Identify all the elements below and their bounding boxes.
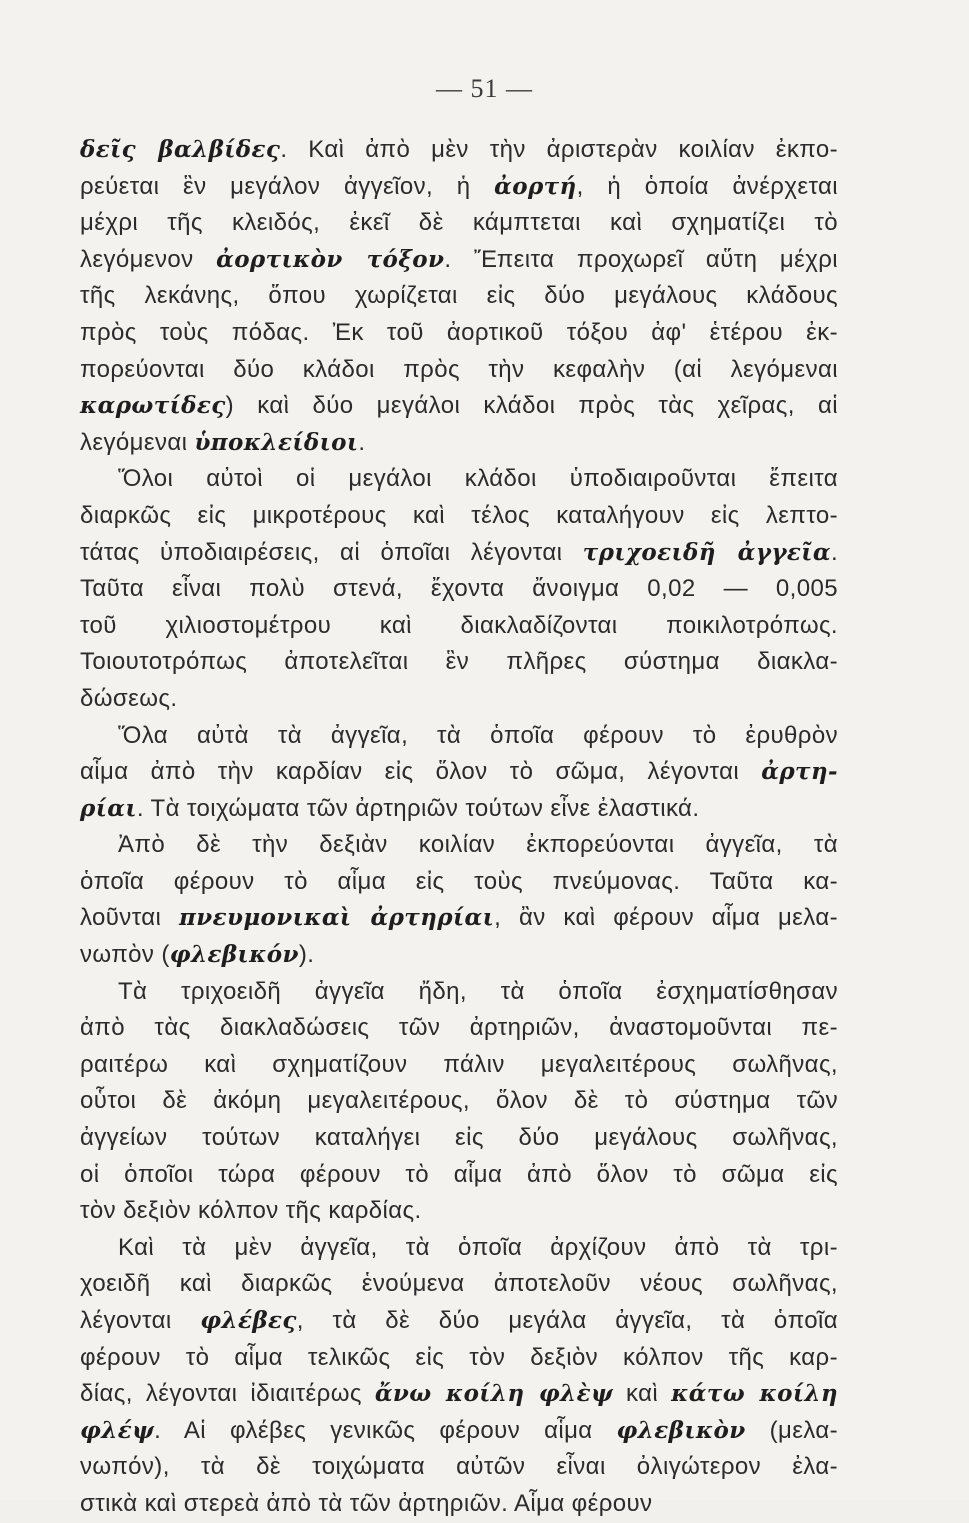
text-run: διαρκῶς εἰς μικροτέρους καὶ τέλος καταλήγουν εἰς λεπτο- [80, 501, 838, 529]
text-line [80, 1413, 838, 1450]
text-run: τοῦ χιλιοστομέτρου καὶ διακλαδίζονται ποικιλοτρόπως. [80, 611, 838, 639]
text-line [80, 1157, 838, 1194]
emphasized-term: φλεβικὸν [616, 1416, 746, 1444]
text-run: τῆς λεκάνης, ὅπου χωρίζεται εἰς δύο μεγάλους κλάδους [80, 282, 838, 310]
text-line [80, 571, 838, 608]
text-line [80, 718, 838, 755]
text-line [80, 1193, 838, 1230]
text-run: τὸν δεξιὸν κόλπον τῆς καρδίας. [80, 1197, 422, 1225]
text-line [80, 754, 838, 791]
text-run: . Αἱ φλέβες γενικῶς φέρουν αἷμα [154, 1416, 617, 1444]
emphasized-term: ἀορτή [494, 172, 577, 200]
page-number: — 51 — [436, 74, 533, 103]
text-line [80, 1083, 838, 1120]
text-run: , τὰ δὲ δύο μεγάλα ἀγγεῖα, τὰ ὁποῖα [296, 1307, 838, 1334]
emphasized-term: πνευμονικαὶ ἀρτηρίαι [178, 904, 495, 932]
text-line [80, 535, 838, 572]
text-run: Ἀπὸ δὲ τὴν δεξιὰν κοιλίαν ἐκπορεύονται ἀγγεῖα, τὰ [118, 831, 838, 859]
paragraph [80, 132, 838, 461]
text-line [80, 974, 838, 1011]
text-run: , ἂν καὶ φέρουν αἷμα μελα- [494, 904, 838, 932]
text-line [80, 242, 838, 279]
text-run: Ταῦτα εἶναι πολὺ στενά, ἔχοντα ἄνοιγμα 0,02 — 0,005 [80, 575, 838, 603]
paragraph [80, 461, 838, 717]
text-line [80, 498, 838, 535]
text-line [80, 205, 838, 242]
text-line [80, 1376, 838, 1413]
text-run: Τὰ τριχοειδῆ ἀγγεῖα ἤδη, τὰ ὁποῖα ἐσχηματίσθησαν [118, 977, 838, 1005]
text-run: τάτας ὑποδιαιρέσεις, αἱ ὁποῖαι λέγονται [80, 538, 583, 566]
text-run: Τοιουτοτρόπως ἀποτελεῖται ἓν πλῆρες σύστημα διακλα- [80, 648, 838, 676]
text-run: λεγόμεναι [80, 428, 195, 456]
text-run: στικὰ καὶ στερεὰ ἀπὸ τὰ τῶν ἀρτηριῶν. Αἷμα φέρουν [80, 1489, 653, 1517]
text-line [80, 900, 838, 937]
text-line [80, 388, 838, 425]
text-run: νωπόν), τὰ δὲ τοιχώματα αὐτῶν εἶναι ὀλιγώτερον ἐλα- [80, 1453, 838, 1481]
paragraph [80, 974, 838, 1230]
text-line [80, 352, 838, 389]
text-line [80, 1340, 838, 1377]
text-run: . Καὶ ἀπὸ μὲν τὴν ἀριστερὰν κοιλίαν ἐκπο- [280, 136, 838, 163]
text-run: (μελα- [745, 1416, 838, 1444]
emphasized-term: τριχοειδῆ ἀγγεῖα [582, 538, 831, 566]
text-line [80, 1010, 838, 1047]
text-run: δώσεως. [80, 684, 178, 712]
text-run: Ὅλα αὐτὰ τὰ ἀγγεῖα, τὰ ὁποῖα φέρουν τὸ ἐρυθρὸν [118, 721, 838, 749]
text-line [80, 827, 838, 864]
text-line [80, 132, 838, 169]
emphasized-term: ἀρτη- [761, 758, 838, 786]
emphasized-term: δεῖς βαλβίδες [80, 136, 281, 163]
text-line [80, 1486, 838, 1523]
text-run: ραιτέρω καὶ σχηματίζουν πάλιν μεγαλειτέρους σωλῆνας, [80, 1050, 838, 1078]
text-line [80, 644, 838, 681]
text-run: οἱ ὁποῖοι τώρα φέρουν τὸ αἷμα ἀπὸ ὅλον τὸ σῶμα εἰς [80, 1160, 838, 1188]
emphasized-term: φλεβικόν [169, 941, 299, 969]
text-line [80, 425, 838, 462]
text-run: λοῦνται [80, 904, 179, 932]
text-run: αἷμα ἀπὸ τὴν καρδίαν εἰς ὅλον τὸ σῶμα, λέγονται [80, 758, 762, 786]
text-run: χοειδῆ καὶ διαρκῶς ἑνούμενα ἀποτελοῦν νέους σωλῆνας, [80, 1270, 838, 1298]
text-line [80, 1303, 838, 1340]
text-run: Ὅλοι αὐτοὶ οἱ μεγάλοι κλάδοι ὑποδιαιροῦνται ἔπειτα [118, 465, 838, 493]
text-run: ρεύεται ἓν μεγάλον ἀγγεῖον, ἡ [80, 172, 495, 200]
text-line [80, 169, 838, 206]
paragraph [80, 827, 838, 973]
text-line [80, 608, 838, 645]
emphasized-term: κάτω κοίλη [671, 1380, 838, 1408]
text-run: καὶ [613, 1380, 672, 1408]
paragraph [80, 718, 838, 828]
text-run: ὁποῖα φέρουν τὸ αἷμα εἰς τοὺς πνεύμονας. Ταῦτα κα- [80, 867, 838, 895]
text-run: λέγονται [80, 1307, 201, 1334]
emphasized-term: ὑποκλείδιοι [194, 428, 359, 456]
emphasized-term: καρωτίδες [80, 392, 226, 420]
text-line [80, 1449, 838, 1486]
text-run: ) καὶ δύο μεγάλοι κλάδοι πρὸς τὰς χεῖρας, αἱ [225, 392, 838, 420]
text-run: . Τὰ τοιχώματα τῶν ἀρτηριῶν τούτων εἶνε ἐλαστικά. [136, 794, 700, 822]
text-run: πορεύονται δύο κλάδοι πρὸς τὴν κεφαλὴν (αἱ λεγόμεναι [80, 355, 838, 383]
text-run: . [830, 538, 839, 566]
text-line [80, 278, 838, 315]
text-run: , ἡ ὁποία ἀνέρχεται [576, 172, 838, 200]
text-run: . Ἔπειτα προχωρεῖ αὕτη μέχρι [444, 245, 839, 273]
text-line [80, 461, 838, 498]
emphasized-term: ἀορτικὸν τόξον [216, 245, 445, 273]
text-line [80, 864, 838, 901]
text-run: νωπὸν ( [80, 941, 170, 969]
text-line [80, 791, 838, 828]
text-run: ἀπὸ τὰς διακλαδώσεις τῶν ἀρτηριῶν, ἀναστομοῦνται πε- [80, 1014, 838, 1042]
text-line [80, 1266, 838, 1303]
text-run: ). [298, 941, 315, 969]
text-line [80, 937, 838, 974]
text-run: . [358, 428, 366, 456]
emphasized-term: φλέβες [200, 1307, 297, 1334]
text-run: λεγόμενον [80, 245, 217, 273]
text-run: φέρουν τὸ αἷμα τελικῶς εἰς τὸν δεξιὸν κόλπον τῆς καρ- [80, 1343, 838, 1371]
text-line [80, 315, 838, 352]
text-run: μέχρι τῆς κλειδός, ἐκεῖ δὲ κάμπτεται καὶ σχηματίζει τὸ [80, 209, 838, 237]
body-text [80, 132, 838, 1523]
paragraph [80, 1230, 838, 1523]
text-line [80, 1047, 838, 1084]
text-run: ἀγγείων τούτων καταλήγει εἰς δύο μεγάλους σωλῆνας, [80, 1124, 838, 1152]
text-run: δίας, λέγονται ἰδιαιτέρως [80, 1380, 375, 1408]
text-run: οὗτοι δὲ ἀκόμη μεγαλειτέρους, ὅλον δὲ τὸ σύστημα τῶν [80, 1087, 838, 1115]
text-run: πρὸς τοὺς πόδας. Ἐκ τοῦ ἀορτικοῦ τόξου ἀφ' ἑτέρου ἐκ- [80, 318, 838, 346]
text-line [80, 681, 838, 718]
emphasized-term: ρίαι [80, 794, 137, 822]
emphasized-term: ἄνω κοίλη φλὲψ [374, 1380, 614, 1408]
text-run: Καὶ τὰ μὲν ἀγγεῖα, τὰ ὁποῖα ἀρχίζουν ἀπὸ τὰ τρι- [118, 1233, 838, 1261]
text-line [80, 1230, 838, 1267]
emphasized-term: φλέψ [80, 1416, 155, 1444]
text-line [80, 1120, 838, 1157]
